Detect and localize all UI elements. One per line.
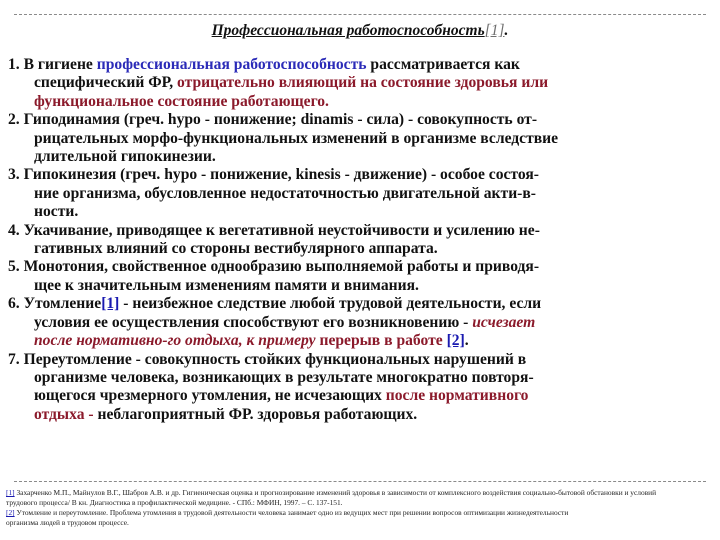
item-line xyxy=(8,56,708,74)
footnote-continuation: организма людей в трудовом процессе. xyxy=(6,518,129,527)
item-line: длительной гипокинезии. xyxy=(34,148,216,166)
item-line: гативных влияний со стороны вестибулярного аппарата. xyxy=(34,240,438,258)
top-divider xyxy=(14,14,706,15)
item-line: организме человека, возникающих в результате многократно повторя- xyxy=(34,368,534,386)
title-text: Профессиональная работоспособность xyxy=(211,22,485,39)
item-text: . xyxy=(464,332,469,350)
list-item xyxy=(8,295,708,350)
footnote xyxy=(6,508,712,518)
item-line xyxy=(8,332,708,350)
item-line xyxy=(8,406,708,424)
item-line xyxy=(8,295,708,313)
footnote-anchor[interactable]: [2] xyxy=(6,508,15,517)
title-footnote-link[interactable]: [1] xyxy=(484,22,505,39)
title-end: . xyxy=(504,22,509,39)
item-text: 1. В гигиене xyxy=(8,56,97,73)
list-item xyxy=(8,258,708,295)
footnote xyxy=(6,488,712,498)
item-text: - неизбежное следствие любой трудовой деятельности, если xyxy=(119,295,542,313)
list-item xyxy=(8,166,708,221)
footnote-link[interactable]: [1] xyxy=(101,295,120,313)
item-line: 5. Монотония, свойственное однообразию выполняемой работы и приводя- xyxy=(8,258,540,276)
list-item xyxy=(8,56,708,111)
page-title xyxy=(0,22,720,40)
footnote-anchor[interactable]: [1] xyxy=(6,488,15,497)
item-line: функциональное состояние работающего. xyxy=(34,92,329,110)
footnote-text: Утомление и переутомление. Проблема утомления в трудовой деятельности человека занимает одно из ведущих мест при решении вопросов оптимизации жизнедеятельности xyxy=(14,508,569,517)
highlight-text: исчезает xyxy=(472,313,536,331)
list-item xyxy=(8,111,708,166)
item-text: ющегося чрезмерного утомления, не исчезающих xyxy=(34,387,386,405)
item-line xyxy=(8,314,708,332)
footnote-link[interactable]: [2] xyxy=(446,332,465,350)
item-text: условия ее осуществления способствуют его возникновению - xyxy=(34,313,473,331)
item-text: рассматривается как xyxy=(366,56,520,73)
item-line xyxy=(8,387,708,405)
item-text: специфический ФР, xyxy=(34,74,178,92)
item-line: ние организма, обусловленное недостаточностью двигательной акти-в- xyxy=(34,184,536,202)
item-line: ности. xyxy=(34,203,79,221)
item-line xyxy=(8,74,708,92)
item-line: щее к значительным изменениям памяти и внимания. xyxy=(34,276,419,294)
list-item xyxy=(8,222,708,259)
footnote-continuation: трудового процесса/ В кн. Диагностика в профилактической медицине. - СПб.: МФИН, 1997. – С. 137-151. xyxy=(6,498,343,507)
footnotes xyxy=(6,488,712,528)
highlight-text: отрицательно влияющий на состояние здоровья или xyxy=(177,74,549,92)
highlight-text: после нормативно-го отдыха, к примеру xyxy=(34,332,316,350)
highlight-text: после нормативного xyxy=(385,387,529,405)
item-text: 6. Утомление xyxy=(8,295,102,313)
highlight-text: отдыха - xyxy=(34,405,94,423)
item-text: неблагоприятный ФР. здоровья работающих. xyxy=(93,405,418,423)
item-line: 7. Переутомление - совокупность стойких функциональных нарушений в xyxy=(8,350,527,368)
definitions-list xyxy=(8,56,708,424)
footnote-text: Захарченко М.П., Майнулов В.Г., Шабров А.В. и др. Гигиеническая оценка и прогнозирование изменений здоровья в зависимости от комплексного воздействия социально-бытовой обстановки и условий xyxy=(14,488,657,497)
highlight-text: перерыв в работе xyxy=(315,332,447,350)
highlight-term: профессиональная работоспособность xyxy=(96,56,367,73)
item-line: 4. Укачивание, приводящее к вегетативной неустойчивости и усилению не- xyxy=(8,221,540,239)
list-item xyxy=(8,351,708,425)
item-line: 2. Гиподинамия (греч. hypo - понижение; dinamis - сила) - совокупность от- xyxy=(8,111,538,129)
item-line: рицательных морфо-функциональных изменений в организме вследствие xyxy=(34,129,559,147)
footnote-divider xyxy=(14,481,706,482)
item-line: 3. Гипокинезия (греч. hypo - понижение, kinesis - движение) - особое состоя- xyxy=(8,166,540,184)
